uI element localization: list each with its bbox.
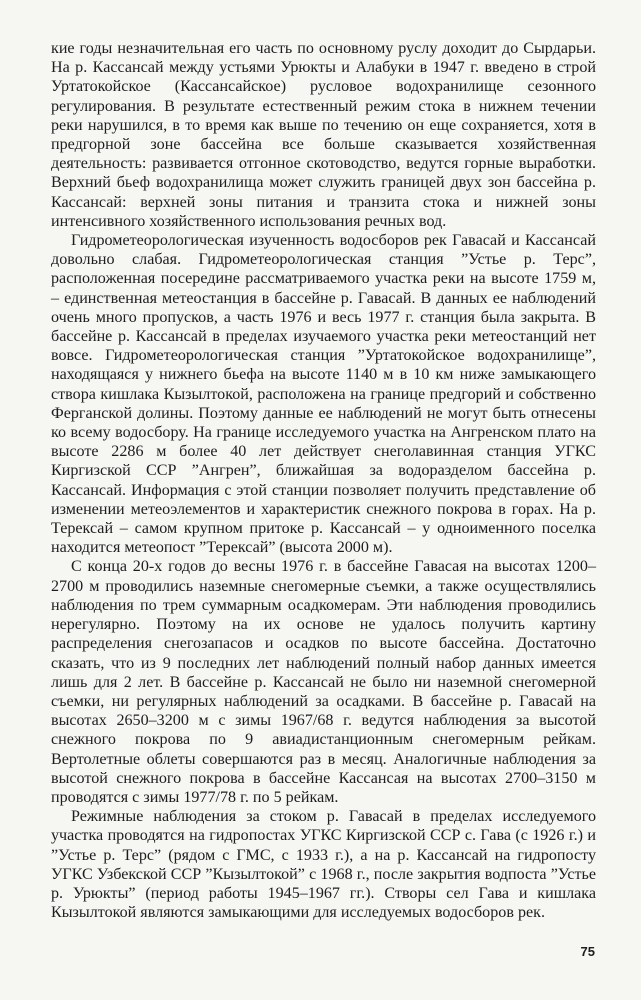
paragraph-hydromet-coverage: Гидрометеорологическая изученность водосборов рек Гавасай и Кассансай довольно слабая. Гидрометеорологическая станция ”Устье р. Терс”, расположенная посередине рассматриваемого участка реки на высоте 1759 м, – единственная метеостанция в бассейне р. Гавасай. В данных ее наблюдений очень много пропусков, а часть 1976 и весь 1977 г. станция была закрыта. В бассейне р. Кассансай в пределах изучаемого участка реки метеостанций нет вовсе. Гидрометеорологическая станция ”Уртатокойское водохранилище”, находящаяся у нижнего бьефа на высоте 1140 м в 10 км ниже замыкающего створа кишлака Кызылтокой, расположена на границе предгорий и собственно Ферганской долины. Поэтому данные ее наблюдений не могут быть отнесены ко всему водосбору. На границе исследуемого участка на Ангренском плато на высоте 2286 м более 40 лет действует снеголавинная станция УГКС Киргизской ССР ”Ангрен”, ближайшая за водоразделом бассейна р. Кассансай. Информация с этой станции позволяет получить представление об изменении метеоэлементов и характеристик снежного покрова в горах. На р. Терексай – самом крупном притоке р. Кассансай – у одноименного поселка находится метеопост ”Терексай” (высота 2000 м). — [51, 232, 596, 557]
paragraph-snow-surveys: С конца 20-х годов до весны 1976 г. в бассейне Гавасая на высотах 1200–2700 м проводились наземные снегомерные съемки, а также осуществлялись наблюдения по трем суммарным осадкомерам. Эти наблюдения проводились нерегулярно. Поэтому на их основе не удалось получить картину распределения снегозапасов и осадков по высоте бассейна. Достаточно сказать, что из 9 последних лет наблюдений полный набор данных имеется лишь для 2 лет. В бассейне р. Кассансай не было ни наземной снегомерной съемки, ни регулярных наблюдений за осадками. В бассейне р. Гавасай на высотах 2650–3200 м с зимы 1967/68 г. ведутся наблюдения за высотой снежного покрова по 9 авиадистанционным снегомерным рейкам. Вертолетные облеты совершаются раз в месяц. Аналогичные наблюдения за высотой снежного покрова в бассейне Кассансая на высотах 2700–3150 м проводятся с зимы 1977/78 г. по 5 рейкам. — [51, 558, 596, 806]
page-body — [51, 39, 596, 922]
paragraph-continuation: кие годы незначительная его часть по основному руслу доходит до Сырдарьи. На р. Кассансай между устьями Урюкты и Алабуки в 1947 г. введено в строй Уртатокойское (Кассансайское) русловое водохранилище сезонного регулирования. В результате естественный режим стока в нижнем течении реки нарушился, в то время как выше по течению он еще сохраняется, хотя в предгорной зоне бассейна все больше сказывается хозяйственная деятельность: развивается отгонное скотоводство, ведутся горные выработки. Верхний бьеф водохранилища может служить границей двух зон бассейна р. Кассансай: верхней зоны питания и транзита стока и нижней зоны интенсивного хозяйственного использования речных вод. — [51, 40, 596, 230]
paragraph-runoff-observations: Режимные наблюдения за стоком р. Гавасай в пределах исследуемого участка проводятся на гидропостах УГКС Киргизской ССР с. Гава (с 1926 г.) и ”Устье р. Терс” (рядом с ГМС, с 1933 г.), а на р. Кассансай на гидропосту УГКС Узбекской ССР ”Кызылтокой” с 1968 г., после закрытия водпоста ”Устье р. Урюкты” (период работы 1945–1967 гг.). Створы сел Гава и кишлака Кызылтокой являются замыкающими для исследуемых водосборов рек. — [51, 808, 596, 922]
page-number: 75 — [580, 944, 595, 959]
